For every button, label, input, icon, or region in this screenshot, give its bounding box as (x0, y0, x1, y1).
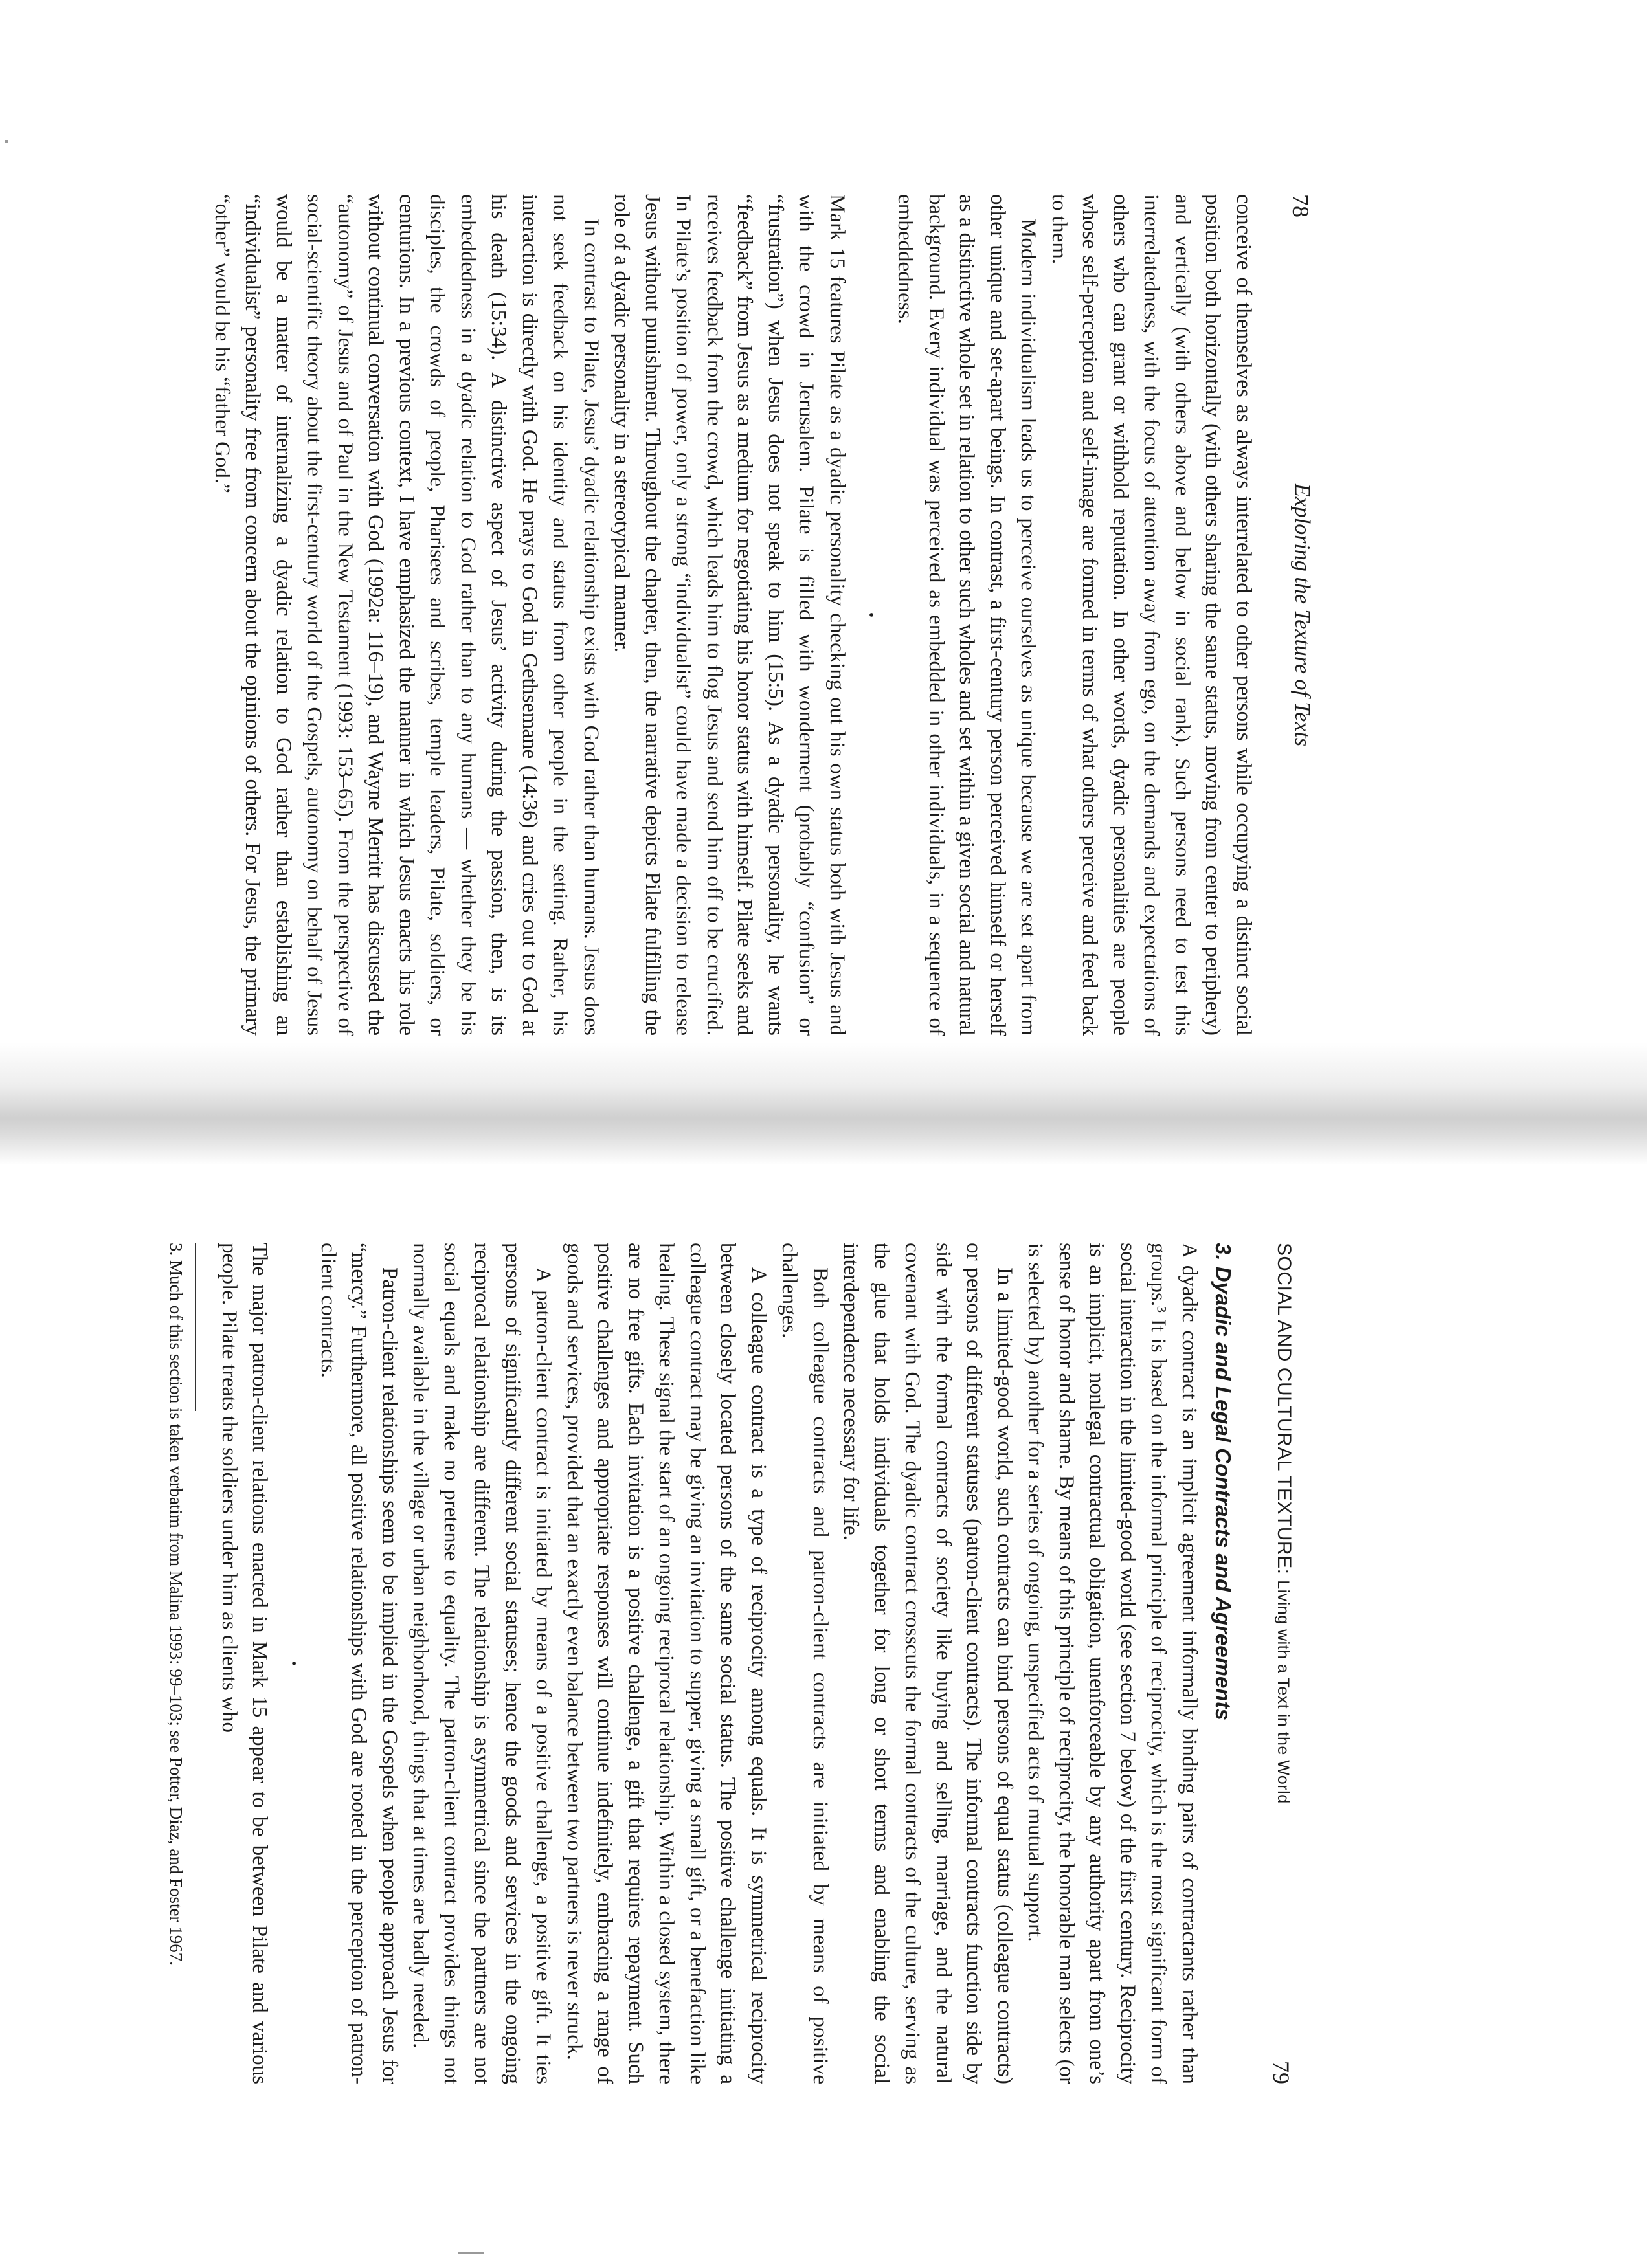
running-head-main: SOCIAL AND CULTURAL TEXTURE: (1273, 1243, 1295, 1575)
paragraph: A dyadic contract is an implicit agreement informally binding pairs of contractants rather than groups.³ It is based on the informal principle of reciprocity, which is the most significant form of social interaction in the limited-good world (see section 7 below) of the first century. Reciprocity is an implicit, nonlegal contractual obligation, unenforceable by any authority apart from one’s sense of honor and shame. By means of this principle of reciprocity, the honorable man selects (or is selected by) another for a series of ongoing, unspecified acts of mutual support. (1024, 1243, 1201, 2084)
paragraph: Both colleague contracts and patron-client contracts are initiated by means of positive challenges. (778, 1243, 832, 2084)
running-title: Exploring the Texture of Texts (1290, 483, 1314, 747)
running-head-text (1273, 1243, 1295, 1804)
page-78 (175, 194, 1314, 1036)
paragraph: A colleague contract is a type of reciprocity among equals. It is symmetrical reciprocity between closely located persons of the same social status. The positive challenge initiating a colleague contract may be giving an invitation to supper, giving a small gift, or a benefaction like healing. These signal the start of an ongoing reciprocal relationship. Within a closed system, there are no free gifts. Each invitation is a positive challenge, a gift that requires repayment. Such positive challenges and appropriate responses will continue indefinitely, embracing a range of goods and services, provided that an exactly even balance between two partners is never struck. (563, 1243, 770, 2084)
scan-speck (5, 140, 8, 143)
section-break: • (285, 1660, 302, 1667)
paragraph: The major patron-client relations enacted in Mark 15 appear to be between Pilate and various people. Pilate treats the soldiers under him as clients who (218, 1243, 272, 2084)
running-head (1278, 194, 1314, 1036)
page-79 (78, 1243, 1295, 2084)
section-heading: 3. Dyadic and Legal Contracts and Agreements (1211, 1243, 1235, 1720)
paragraph: A patron-client contract is initiated by means of a positive challenge, a positive gift. It ties persons of significantly different social statuses; hence the goods and services in the ongoing reciprocal relationship are different. The relationship is asymmetrical since the partners are not social equals and make no pretense to equality. The patron-client contract provides things not normally available in the village or urban neighborhood, things that at times are badly needed. (409, 1243, 555, 2084)
footnote-rule (196, 1243, 197, 1411)
footnote: 3. Much of this section is taken verbatim from Malina 1993: 99–103; see Potter, Diaz, and Foster 1967. (166, 1243, 186, 1966)
section-break: • (862, 612, 879, 618)
page-number: 78 (1288, 194, 1314, 217)
paragraph: conceive of themselves as always interrelated to other persons while occupying a distinct social position both horizontally (with others sharing the same status, moving from center to periphery) and vertically (with others above and below in social rank). Such persons need to test this interrelatedness, with the focus of attention away from ego, on the demands and expectations of others who can grant or withhold reputation. In other words, dyadic personalities are people whose self-perception and self-image are formed in terms of what others perceive and feed back to them. (1048, 194, 1255, 1036)
paragraph: Modern individualism leads us to perceive ourselves as unique because we are set apart from other unique and set-apart beings. In contrast, a first-century person perceived himself or herself as a distinctive whole set in relation to other such wholes and set within a given social and natural background. Every individual was perceived as embedded in other individuals, in a sequence of embeddedness. (893, 194, 1040, 1036)
paragraph: In a limited-good world, such contracts can bind persons of equal status (colleague contracts) or persons of different statuses (patron-client contracts). The informal contracts function side by side with the formal contracts of society like buying and selling, marriage, and the natural covenant with God. The dyadic contract crosscuts the formal contracts of the culture, serving as the glue that holds individuals together for long or short terms and enabling the social interdependence necessary for life. (839, 1243, 1016, 2084)
scan-speck (458, 2252, 484, 2254)
paragraph: Patron-client relationships seem to be implied in the Gospels when people approach Jesus for “mercy.” Furthermore, all positive relationships with God are rooted in the perception of patron-client contracts. (317, 1243, 401, 2084)
page-number: 79 (1268, 2061, 1294, 2084)
running-head (1259, 1243, 1295, 2084)
paragraph: In contrast to Pilate, Jesus’ dyadic relationship exists with God rather than humans. Jesus does not seek feedback on his identity and status from other people in the setting. Rather, his interaction is directly with God. He prays to God in Gethsemane (14:36) and cries out to God at his death (15:34). A distinctive aspect of Jesus’ activity during the passion, then, is its embeddedness in a dyadic relation to God rather than to any humans — whether they be his disciples, the crowds of people, Pharisees and scribes, temple leaders, Pilate, soldiers, or centurions. In a previous context, I have emphasized the manner in which Jesus enacts his role without continual conversation with God (1992a: 116–19), and Wayne Merritt has discussed the “autonomy” of Jesus and of Paul in the New Testament (1993: 153–65). From the perspective of social-scientific theory about the first-century world of the Gospels, autonomy on behalf of Jesus would be a matter of internalizing a dyadic relation to God rather than establishing an “individualist” personality free from concern about the opinions of others. For Jesus, the primary “other” would be his “father God.” (210, 194, 603, 1036)
page-gutter-shadow (0, 1042, 1647, 1165)
running-head-sub: Living with a Text in the World (1274, 1580, 1292, 1804)
paragraph: Mark 15 features Pilate as a dyadic personality checking out his own status both with Jesus and with the crowd in Jerusalem. Pilate is filled with wonderment (probably “confusion” or “frustration”) when Jesus does not speak to him (15:5). As a dyadic personality, he wants “feedback” from Jesus as a medium for negotiating his honor status with himself. Pilate seeks and receives feedback from the crowd, which leads him to flog Jesus and send him off to be crucified. In Pilate’s position of power, only a strong “individualist” could have made a decision to release Jesus without punishment. Throughout the chapter, then, the narrative depicts Pilate fulfilling the role of a dyadic personality in a stereotypical manner. (610, 194, 849, 1036)
